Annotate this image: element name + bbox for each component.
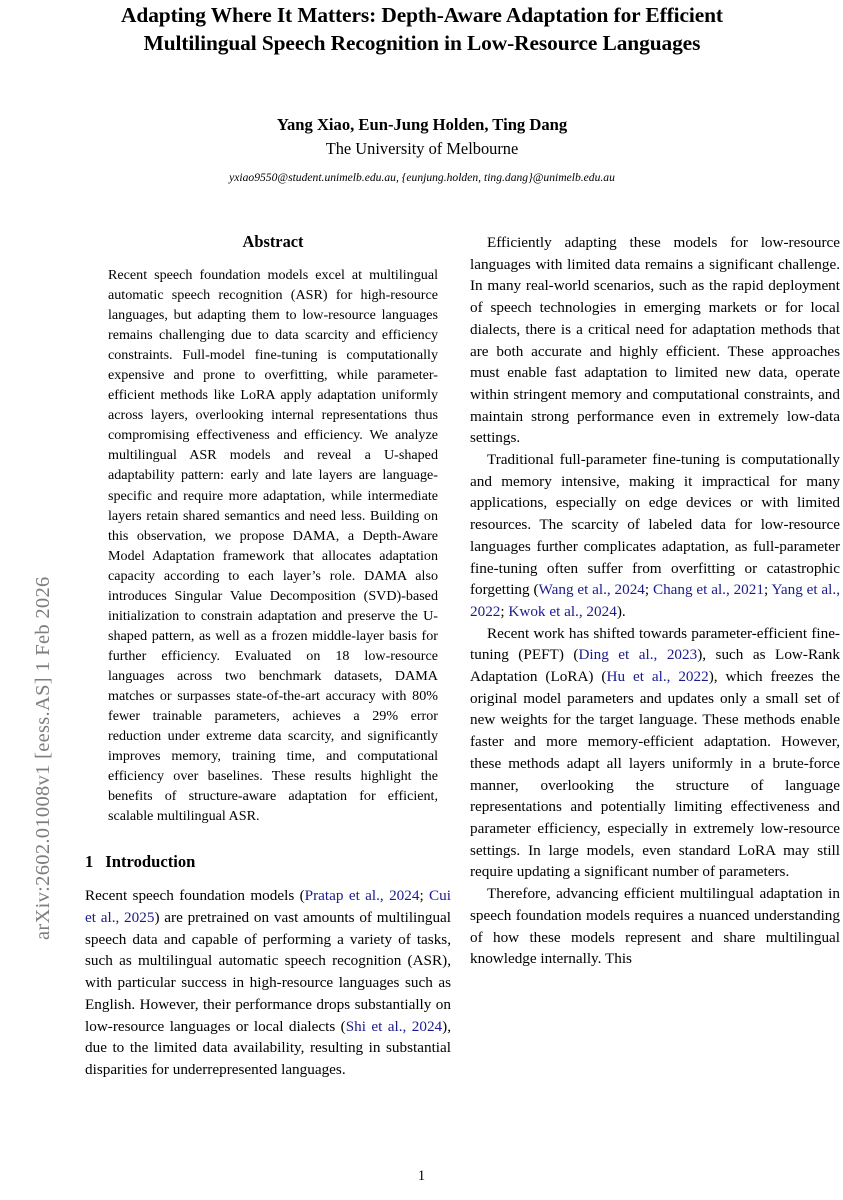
paper-title-line-2: Multilingual Speech Recognition in Low-Resource Languages (143, 30, 701, 55)
section-number: 1 (85, 852, 94, 872)
citation-cui-2025[interactable]: Cui et al., 2025 (85, 887, 451, 927)
citation-hu-2022[interactable]: Hu et al., 2022 (606, 668, 709, 686)
text-run: Recent work has shifted towards parameter-efficient fine-tuning (PEFT) ( (470, 624, 840, 664)
author-emails: yxiao9550@student.unimelb.edu.au, {eunjung.holden, ting.dang}@unimelb.edu.au (229, 171, 615, 184)
text-run: ), such as Low-Rank Adaptation (LoRA) ( (470, 646, 840, 686)
paragraph-intro-3 (470, 449, 840, 623)
arxiv-stamp (0, 0, 54, 1200)
paragraph-intro-5: Therefore, advancing efficient multilingual adaptation in speech foundation models requires a nuanced understanding of how these models represent and share multilingual knowledge internally. This (470, 885, 840, 968)
paper-title-line-1: Adapting Where It Matters: Depth-Aware Adaptation for Efficient (121, 3, 723, 27)
citation-chang-2021[interactable]: Chang et al., 2021 (652, 581, 764, 599)
text-run: ; (763, 581, 772, 599)
title-block (86, 0, 758, 185)
abstract-section (108, 232, 438, 826)
text-run: ; (500, 602, 509, 620)
right-column (470, 232, 841, 970)
page-title (86, 0, 758, 57)
text-run: ), due to the limited data availability, resulting in substantial disparities for underrepresented languages. (85, 1017, 451, 1078)
page-number: 1 (417, 1168, 426, 1184)
abstract-heading: Abstract (242, 232, 304, 251)
citation-kwok-2024[interactable]: Kwok et al., 2024 (508, 602, 617, 620)
text-run: ; (644, 581, 653, 599)
arxiv-stamp-text: arXiv:2602.01008v1 [eess.AS] 1 Feb 2026 (32, 576, 54, 940)
section-heading-introduction (85, 852, 451, 872)
section-title: Introduction (105, 852, 196, 872)
citation-wang-2024[interactable]: Wang et al., 2024 (538, 581, 645, 599)
text-run: ; (419, 887, 430, 905)
affiliation: The University of Melbourne (325, 139, 519, 158)
paragraph-intro-1 (85, 885, 451, 1080)
text-run: Recent speech foundation models ( (85, 887, 305, 905)
text-run: ), which freezes the original model parameters and updates only a small set of new weights for the target language. These methods enable faster and more memory-efficient adaptation. However, these methods adapt all layers uniformly in a brute-force manner, overlooking the structure of language representations and potentially limiting effectiveness and parameter efficiency, especially in extremely low-resource settings. In large models, even standard LoRA may still require updating a significant number of parameters. (470, 668, 841, 881)
text-run: ) are pretrained on vast amounts of multilingual speech data and capable of performing a variety of tasks, such as multilingual automatic speech recognition (ASR), with particular success in high-resource languages such as English. However, their performance drops substantially on low-resource languages or local dialects ( (85, 909, 452, 1035)
text-run: ). (616, 602, 626, 620)
left-column (85, 232, 451, 1081)
author-list: Yang Xiao, Eun-Jung Holden, Ting Dang (276, 115, 568, 134)
text-run: Traditional full-parameter fine-tuning is computationally and memory intensive, making it impractical for many applications, especially on edge devices or with limited resources. The scarcity of labeled data for low-resource languages further complicates adaptation, as full-parameter fine-tuning often suffer from overfitting or catastrophic forgetting ( (470, 451, 840, 599)
citation-ding-2023[interactable]: Ding et al., 2023 (578, 646, 698, 664)
citation-shi-2024[interactable]: Shi et al., 2024 (345, 1017, 443, 1035)
paragraph-intro-4 (470, 623, 840, 883)
paragraph-intro-2: Efficiently adapting these models for low-resource languages with limited data remains a significant challenge. In many real-world scenarios, such as the rapid deployment of speech technologies in emerging markets or for local dialects, there is a critical need for adaptation methods that are both accurate and highly efficient. These approaches must enable fast adaptation to limited new data, operate within stringent memory and computational constraints, and maintain strong performance even in extremely low-data settings. (470, 234, 840, 447)
citation-yang-2022[interactable]: Yang et al., 2022 (470, 581, 840, 620)
citation-pratap-2024[interactable]: Pratap et al., 2024 (304, 887, 420, 905)
abstract-text: Recent speech foundation models excel at multilingual automatic speech recognition (ASR) for high-resource languages, but adapting them to low-resource languages remains challenging due to data scarcity and efficiency constraints. Full-model fine-tuning is computationally expensive and prone to overfitting, while parameter-efficient methods like LoRA apply adaptation uniformly across layers, overlooking internal representations thus compromising effectiveness and efficiency. We analyze multilingual ASR models and reveal a U-shaped adaptability pattern: early and late layers are language-specific and require more adaptation, while intermediate layers retain shared semantics and need less. Building on this observation, we propose DAMA, a Depth-Aware Model Adaptation framework that allocates adaptation capacity according to each layer’s role. DAMA also introduces Singular Value Decomposition (SVD)-based initialization to constrain adaptation and preserve the U-shaped pattern, as well as a frozen middle-layer basis for further efficiency. Evaluated on 18 low-resource languages across two benchmark datasets, DAMA matches or surpasses state-of-the-art accuracy with 80% fewer trainable parameters, achieves a 29% error reduction under extreme data scarcity, and significantly improves memory, training time, and computational efficiency over baselines. These results highlight the benefits of structure-aware adaptation for efficient, scalable multilingual ASR. (108, 267, 438, 825)
